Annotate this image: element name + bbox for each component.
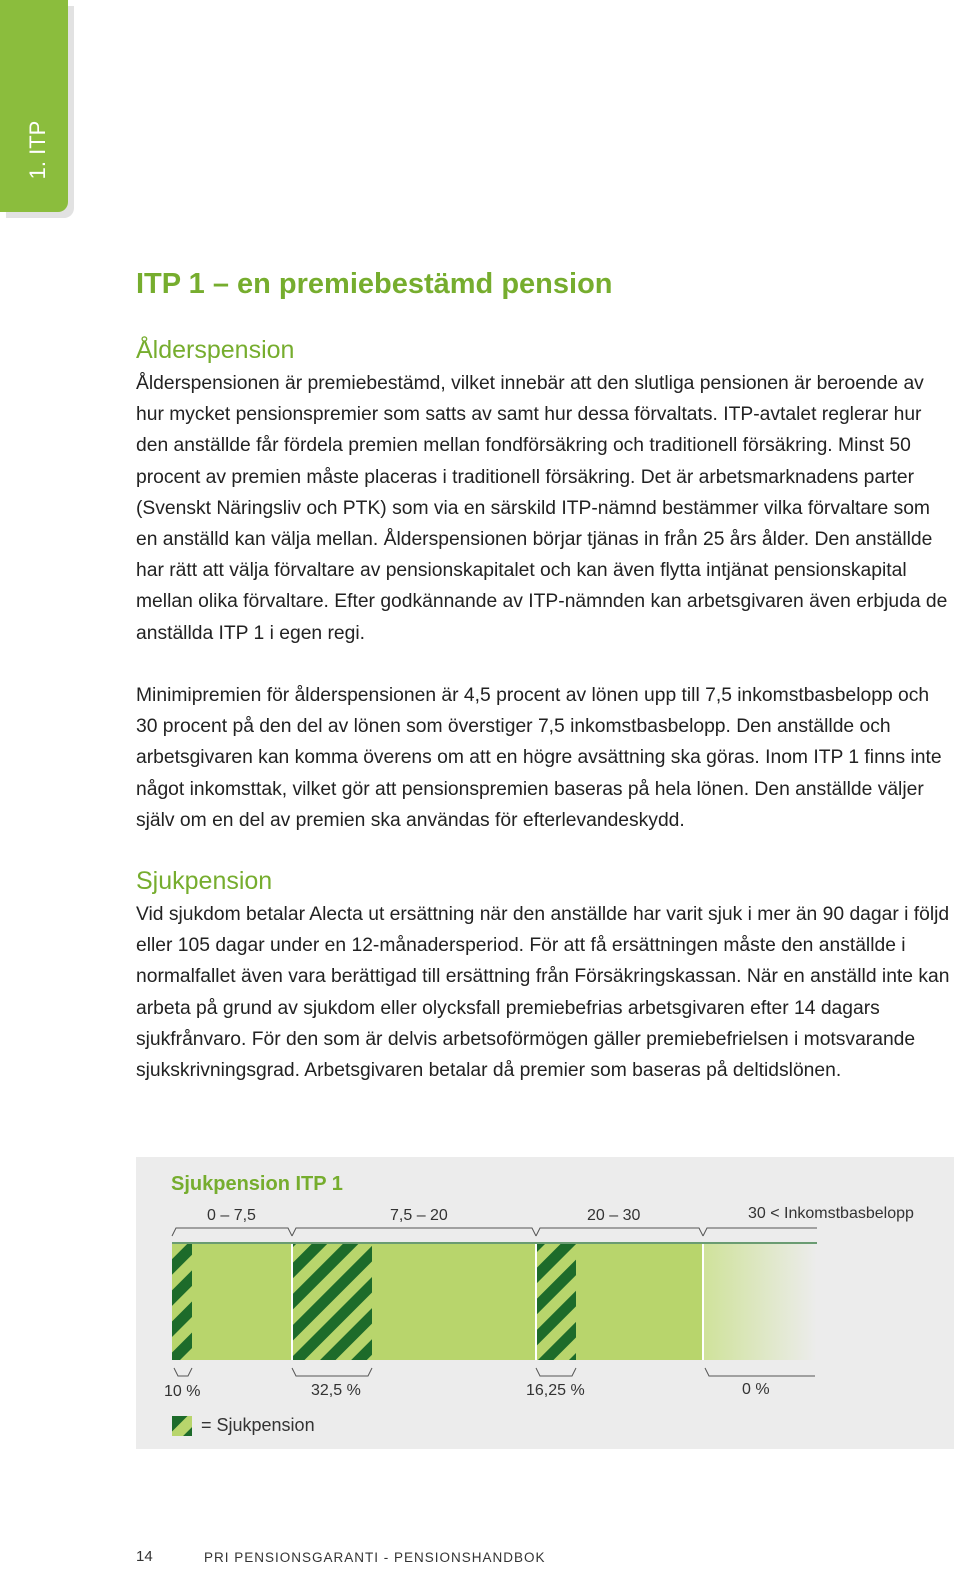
paragraph-sjukpension: Vid sjukdom betalar Alecta ut ersättning när den anställde har varit sjuk i mer än 90 dagar i följd eller 105 dagar under en 12-månadersperiod. För att få ersättningen måste den anställde i normalfallet även vara berättigad till ersättning från Försäkringskassan. När en anställd inte kan arbeta på grund av sjukdom eller olycksfall premiebefrias arbetsgivaren efter 14 dagars sjukfrånvaro. För den som är delvis arbetsoförmögen gäller premiebefrielsen i motsvarande sjukskrivningsgrad. Arbetsgivaren betalar då premier som baseras på deltidslönen.: [136, 904, 950, 1082]
section-heading-sjukpension: Sjukpension: [136, 867, 273, 895]
range-label: 30 < Inkomstbasbelopp: [748, 1205, 914, 1222]
range-bracket: [703, 1228, 817, 1236]
base-premium-band: [172, 1244, 703, 1360]
range-label: 20 – 30: [587, 1207, 641, 1224]
percentage-label: 10 %: [164, 1383, 201, 1400]
page-title: ITP 1 – en premiebestämd pension: [136, 268, 613, 300]
percentage-bracket: [705, 1368, 815, 1376]
paragraph-alderspension-1: Ålderspensionen är premiebestämd, vilket innebär att den slutliga pensionen är beroende av hur mycket pensionspremier som satts av samt hur dessa förvaltats. ITP-avtalet reglerar hur den anställde får fördela premien mellan fondförsäkring och traditionell försäkring. Minst 50 procent av premien måste placeras i traditionell försäkring. Det är arbetsmarknadens parter (Svenskt Näringsliv och PTK) som via en särskild ITP-nämnd bestämmer vilka förvaltare som en anställd kan välja mellan. Ålderspensionen börjar tjänas in från 25 års ålder. Den anställde har rätt att välja förvaltare av pensionskapitalet och kan även flytta intjänat pensionskapital mellan olika förvaltare. Efter godkännande av ITP-nämnden kan arbetsgivaren även erbjuda de anställda ITP 1 i egen regi.: [136, 373, 948, 644]
percentage-label: 16,25 %: [526, 1382, 585, 1399]
percentage-bracket: [292, 1368, 372, 1376]
percentage-bracket: [536, 1368, 576, 1376]
publication-title: PRI PENSIONSGARANTI - PENSIONSHANDBOK: [204, 1550, 546, 1565]
chapter-tab-label: 1. ITP: [25, 120, 50, 180]
range-bracket: [292, 1228, 536, 1236]
range-label: 7,5 – 20: [390, 1207, 448, 1224]
range-label: 0 – 7,5: [207, 1207, 256, 1224]
range-bracket: [536, 1228, 703, 1236]
above-30-band: [703, 1244, 817, 1360]
section-heading-alderspension: Ålderspension: [136, 336, 295, 364]
paragraph-alderspension-2: Minimipremien för ålderspensionen är 4,5 procent av lönen upp till 7,5 inkomstbasbelopp och 30 procent på den del av lönen som överstiger 7,5 inkomstbasbelopp. Den anställde och arbetsgivaren kan komma överens om att en högre avsättning ska göras. Inom ITP 1 finns inte något inkomsttak, vilket gör att pensionspremien baseras på hela lönen. Den anställde väljer själv om en del av premien ska användas för efterlevandeskydd.: [136, 685, 942, 831]
range-bracket: [172, 1228, 292, 1236]
striped-band-20-30: [535, 1244, 576, 1360]
percentage-label: 0 %: [742, 1381, 770, 1398]
diagram-title: Sjukpension ITP 1: [171, 1173, 343, 1195]
percentage-bracket: [174, 1368, 192, 1376]
legend-label: = Sjukpension: [201, 1415, 315, 1435]
percentage-label: 32,5 %: [311, 1382, 361, 1399]
striped-band-7-5-20: [292, 1244, 372, 1360]
legend-striped-swatch: [172, 1416, 192, 1436]
striped-band-0-7-5: [172, 1244, 192, 1360]
page-number: 14: [136, 1548, 153, 1565]
